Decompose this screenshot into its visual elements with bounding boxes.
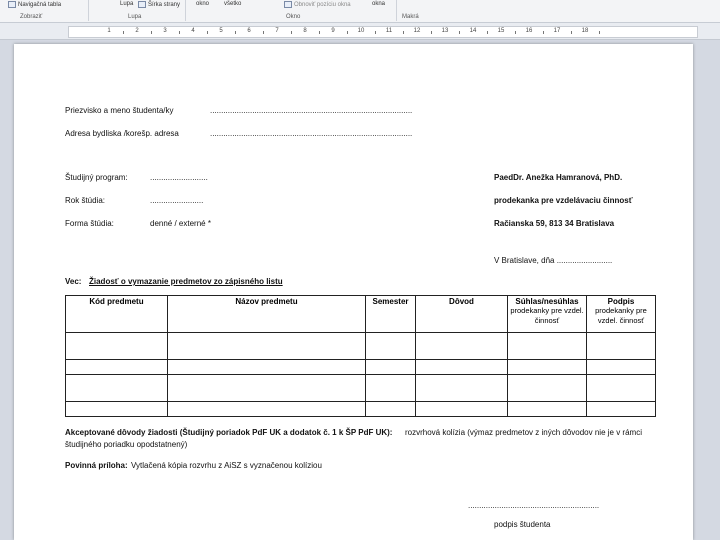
table-cell[interactable] — [416, 333, 508, 360]
table-cell[interactable] — [168, 375, 366, 402]
document-page[interactable] — [14, 44, 693, 540]
ruler-number: 10 — [357, 28, 365, 34]
ribbon-switch-windows[interactable]: okna — [372, 1, 386, 7]
table-cell[interactable] — [366, 402, 416, 417]
ruler-number: 14 — [469, 28, 477, 34]
ribbon-navigation-pane[interactable]: Navigačná tabla — [8, 1, 61, 8]
ribbon-reset-window-position[interactable]: Obnoviť pozíciu okna — [284, 1, 351, 8]
ruler-number: 12 — [413, 28, 421, 34]
header-reason: Dôvod — [416, 296, 508, 333]
table-row[interactable] — [66, 402, 656, 417]
ruler-tick — [571, 31, 572, 34]
ribbon-separator — [396, 0, 397, 21]
table-cell[interactable] — [587, 375, 656, 402]
table-row[interactable] — [66, 375, 656, 402]
render-gap — [14, 425, 693, 427]
signature-label: podpis študenta — [494, 520, 551, 529]
horizontal-ruler[interactable] — [0, 23, 720, 40]
page-width-icon — [138, 1, 146, 8]
ruler-tick — [235, 31, 236, 34]
ruler-number: 15 — [497, 28, 505, 34]
ruler-number: 18 — [581, 28, 589, 34]
ribbon-group-window: Okno — [286, 14, 301, 20]
ribbon-arrange-all[interactable]: všetko — [224, 1, 242, 7]
ruler-number: 9 — [331, 28, 335, 34]
table-row[interactable] — [66, 333, 656, 360]
ruler-tick — [207, 31, 208, 34]
table-cell[interactable] — [587, 360, 656, 375]
ruler-tick — [151, 31, 152, 34]
recipient-address: Račianska 59, 813 34 Bratislava — [494, 219, 615, 228]
ruler-number: 8 — [303, 28, 307, 34]
ruler-number: 7 — [275, 28, 279, 34]
ruler-number: 1 — [107, 28, 111, 34]
table-cell[interactable] — [366, 333, 416, 360]
ribbon-zoom[interactable]: Lupa — [120, 1, 134, 7]
study-year-field[interactable]: ........................ — [150, 196, 204, 205]
header-course-name: Názov predmetu — [168, 296, 366, 333]
table-cell[interactable] — [366, 375, 416, 402]
ruler-number: 2 — [135, 28, 139, 34]
ruler-number: 5 — [219, 28, 223, 34]
ribbon-new-window[interactable]: okno — [196, 1, 210, 7]
ribbon-separator — [185, 0, 186, 21]
signature-line: ........................................................... — [468, 501, 600, 510]
ruler-number: 6 — [247, 28, 251, 34]
ruler-number: 3 — [163, 28, 167, 34]
header-signature: Podpis prodekanky pre vzdel. činnosť — [587, 296, 656, 333]
ruler-tick — [543, 31, 544, 34]
study-form-label: Forma štúdia: — [65, 219, 114, 228]
table-header-row — [66, 296, 656, 333]
table-cell[interactable] — [508, 360, 587, 375]
checkbox-icon — [8, 1, 16, 8]
study-form-value: denné / externé * — [150, 219, 211, 228]
ruler-tick — [263, 31, 264, 34]
ruler-tick — [179, 31, 180, 34]
student-name-label: Priezvisko a meno študenta/ky — [65, 106, 174, 115]
table-cell[interactable] — [416, 375, 508, 402]
ribbon-separator — [88, 0, 89, 21]
table-cell[interactable] — [66, 360, 168, 375]
reset-window-icon — [284, 1, 292, 8]
ruler-tick — [319, 31, 320, 34]
recipient-role: prodekanka pre vzdelávaciu činnosť — [494, 196, 633, 205]
table-cell[interactable] — [416, 402, 508, 417]
ruler-number: 13 — [441, 28, 449, 34]
place-date: V Bratislave, dňa ......................... — [494, 256, 613, 265]
table-cell[interactable] — [168, 360, 366, 375]
table-cell[interactable] — [366, 360, 416, 375]
table-cell[interactable] — [508, 375, 587, 402]
attachment-text: Vytlačená kópia rozvrhu z AiSZ s vyznačenou kolíziou — [131, 461, 322, 470]
table-cell[interactable] — [66, 375, 168, 402]
attachment-label: Povinná príloha: — [65, 461, 128, 470]
table-cell[interactable] — [508, 333, 587, 360]
accepted-reasons-label: Akceptované dôvody žiadosti (Študijný poriadok PdF UK a dodatok č. 1 k ŠP PdF UK): — [65, 428, 393, 437]
ruler-tick — [487, 31, 488, 34]
ruler-number: 4 — [191, 28, 195, 34]
table-cell[interactable] — [66, 402, 168, 417]
ribbon-group-zoom: Lupa — [128, 14, 142, 20]
ruler-number: 11 — [385, 28, 393, 34]
ribbon-page-width[interactable]: Šírka strany — [138, 1, 180, 8]
accepted-reasons-text: rozvrhová kolízia (výmaz predmetov z iných dôvodov nie je v rámci — [405, 428, 642, 437]
address-field[interactable]: ........................................................................................... — [210, 129, 413, 138]
accepted-reasons-text-cont: študijného poriadku opodstatnený) — [65, 440, 188, 449]
subject-text: Žiadosť o vymazanie predmetov zo zápisného listu — [89, 277, 283, 286]
ribbon — [0, 0, 720, 23]
ruler-scale — [68, 26, 698, 38]
table-cell[interactable] — [168, 402, 366, 417]
recipient-name: PaedDr. Anežka Hamranová, PhD. — [494, 173, 623, 182]
table-cell[interactable] — [416, 360, 508, 375]
subject-label: Vec: — [65, 277, 82, 286]
header-course-code: Kód predmetu — [66, 296, 168, 333]
ruler-tick — [403, 31, 404, 34]
ruler-tick — [431, 31, 432, 34]
table-cell[interactable] — [587, 333, 656, 360]
table-cell[interactable] — [508, 402, 587, 417]
ruler-tick — [347, 31, 348, 34]
ribbon-group-macros: Makrá — [402, 14, 419, 20]
study-year-label: Rok štúdia: — [65, 196, 106, 205]
table-cell[interactable] — [587, 402, 656, 417]
ribbon-group-show: Zobraziť — [20, 14, 43, 20]
table-cell[interactable] — [66, 333, 168, 360]
address-label: Adresa bydliska /korešp. adresa — [65, 129, 179, 138]
courses-table — [65, 295, 656, 417]
ruler-tick — [123, 31, 124, 34]
table-row[interactable] — [66, 360, 656, 375]
study-program-field[interactable]: .......................... — [150, 173, 208, 182]
table-cell[interactable] — [168, 333, 366, 360]
ruler-tick — [459, 31, 460, 34]
header-semester: Semester — [366, 296, 416, 333]
study-program-label: Študijný program: — [65, 173, 128, 182]
header-approval: Súhlas/nesúhlas prodekanky pre vzdel. činnosť — [508, 296, 587, 333]
ruler-tick — [599, 31, 600, 34]
ruler-number: 17 — [553, 28, 561, 34]
ruler-tick — [515, 31, 516, 34]
ruler-tick — [375, 31, 376, 34]
ruler-number: 16 — [525, 28, 533, 34]
ruler-tick — [291, 31, 292, 34]
student-name-field[interactable]: ........................................................................................... — [210, 106, 413, 115]
